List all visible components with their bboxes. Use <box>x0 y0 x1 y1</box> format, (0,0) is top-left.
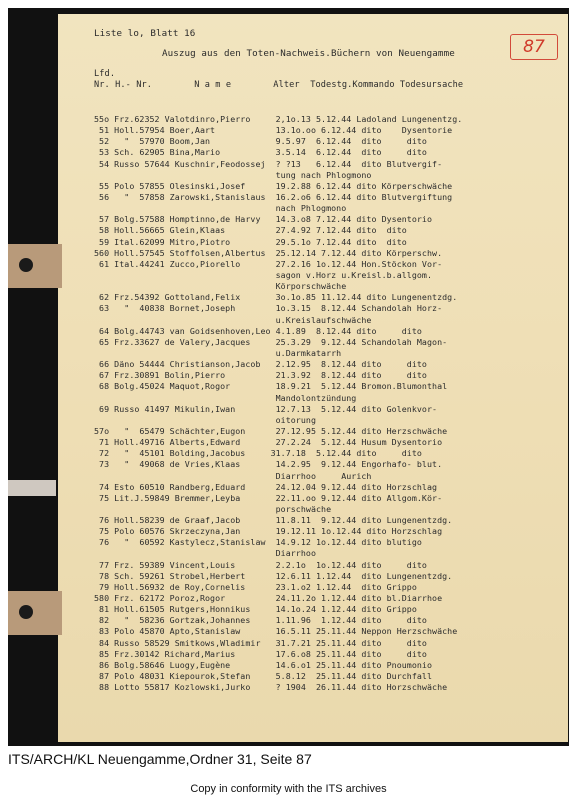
register-line: 68 Bolg.45024 Maquot,Rogor 18.9.21 5.12.44 Bromon.Blumonthal <box>94 381 448 392</box>
register-line: 72 " 45101 Bolding,Jacobus 31.7.18 5.12.44 dito dito <box>94 448 422 459</box>
register-line: 65 Frz.33627 de Valery,Jacques 25.3.29 9.12.44 Schandolah Magon- <box>94 336 448 347</box>
register-line: 76 " 60592 Kastylecz,Stanislaw 14.9.12 1o.12.44 dito blutigo <box>94 537 422 548</box>
register-line: 82 " 58236 Gortzak,Johannes 1.11.96 1.12.44 dito dito <box>94 615 427 626</box>
register-line: 71 Holl.49716 Alberts,Edward 27.2.24 5.12.44 Husum Dysentorio <box>94 437 443 448</box>
register-line: 51 Holl.57954 Boer,Aart 13.1o.oo 6.12.44 dito Dysentorie <box>94 125 453 136</box>
register-line: 560 Holl.57545 Stoffolsen,Albertus 25.12.14 7.12.44 dito Körperschw. <box>94 247 443 258</box>
register-line: porschwäche <box>94 503 332 514</box>
sheet-label: Liste lo, Blatt 16 <box>94 28 196 39</box>
register-line: 53 Sch. 62905 Bina,Mario 3.5.14 6.12.44 dito dito <box>94 147 427 158</box>
register-line: 56 " 57858 Zarowski,Stanislaus 16.2.o6 6.12.44 dito Blutvergiftung <box>94 191 453 202</box>
register-line: u.Darmkatarrh <box>94 347 342 358</box>
register-line: sagon v.Horz u.Kreisl.b.allgom. <box>94 269 433 280</box>
register-line: 86 Bolg.58646 Luogy,Eugène 14.6.o1 25.11.44 dito Pnoumonio <box>94 659 433 670</box>
register-line: 64 Bolg.44743 van Goidsenhoven,Leo 4.1.89 8.12.44 dito dito <box>94 325 422 336</box>
register-line: u.Kreislaufschwäche <box>94 314 372 325</box>
document-page <box>58 14 568 742</box>
register-line: 88 Lotto 55817 Kozlowski,Jurko ? 1904 26.11.44 dito Horzschwäche <box>94 682 448 693</box>
register-line: Mandolontzündung <box>94 392 357 403</box>
binder-tab-lower <box>8 591 62 635</box>
register-line: 78 Sch. 59261 Strobel,Herbert 12.6.11 1.12.44 dito Lungenentzdg. <box>94 570 453 581</box>
register-line: 62 Frz.54392 Gottoland,Felix 3o.1o.85 11.12.44 dito Lungenentzdg. <box>94 292 458 303</box>
register-line: 54 Russo 57644 Kuschnir,Feodossej ? ?13 6.12.44 dito Blutvergif- <box>94 158 443 169</box>
register-line: tung nach Phlogmono <box>94 169 372 180</box>
register-line: 580 Frz. 62172 Poroz,Rogor 24.11.2o 1.12.44 dito bl.Diarrhoe <box>94 593 443 604</box>
register-line: 77 Frz. 59389 Vincent,Louis 2.2.1o 1o.12.44 dito dito <box>94 559 427 570</box>
register-line: 58 Holl.56665 Glein,Klaas 27.4.92 7.12.44 dito dito <box>94 225 407 236</box>
register-line: 83 Polo 45870 Apto,Stanislaw 16.5.11 25.11.44 Neppon Herzschwäche <box>94 626 458 637</box>
register-line: 84 Russo 58529 Smitkows,Wladimir 31.7.21 25.11.44 dito dito <box>94 637 427 648</box>
register-line: 57 Bolg.57588 Homptinno,de Harvy 14.3.o8 7.12.44 dito Dysentorio <box>94 214 433 225</box>
register-line: 74 Esto 60510 Randberg,Eduard 24.12.04 9.12.44 dito Horzschlag <box>94 481 438 492</box>
register-line: 67 Frz.30891 Bolin,Pierro 21.3.92 8.12.44 dito dito <box>94 370 427 381</box>
register-line: 73 " 49068 de Vries,Klaas 14.2.95 9.12.44 Engorhafo- blut. <box>94 459 443 470</box>
register-line: 87 Polo 48031 Kiepourok,Stefan 5.8.12 25.11.44 dito Durchfall <box>94 671 433 682</box>
register-line: 75 Lit.J.59849 Bremmer,Leyba 22.11.oo 9.12.44 dito Allgom.Kör- <box>94 492 443 503</box>
register-line: 61 Ital.44241 Zucco,Piorello 27.2.16 1o.12.44 Hon.Stöckon Vor- <box>94 258 443 269</box>
register-line: 66 Däno 54444 Christianson,Jacob 2.12.95 8.12.44 dito dito <box>94 359 427 370</box>
register-line: oitorung <box>94 414 316 425</box>
conformity-note: Copy in conformity with the ITS archives <box>190 783 387 795</box>
register-line: 57o " 65479 Schächter,Eugon 27.12.95 5.12.44 dito Herzschwäche <box>94 425 448 436</box>
register-line: 81 Holl.61505 Rutgers,Honnikus 14.1o.24 1.12.44 dito Grippo <box>94 604 417 615</box>
binder-tab-upper <box>8 244 62 288</box>
register-line: 63 " 40838 Bornet,Joseph 1o.3.15 8.12.44 Schandolah Horz- <box>94 303 443 314</box>
register-line: Körporschwäche <box>94 281 347 292</box>
archive-reference: ITS/ARCH/KL Neuengamme,Ordner 31, Seite 87 <box>8 751 312 767</box>
register-line: 69 Russo 41497 Mikulin,Iwan 12.7.13 5.12.44 dito Golenkvor- <box>94 403 438 414</box>
register-line: 76 Holl.58239 de Graaf,Jacob 11.8.11 9.12.44 dito Lungenentzdg. <box>94 515 453 526</box>
register-line: 55o Frz.62352 Valotdinro,Pierro 2,1o.13 5.12.44 Ladoland Lungenentzg. <box>94 114 463 124</box>
register-line: nach Phlogmono <box>94 203 347 214</box>
punch-hole-icon <box>19 258 33 272</box>
register-line: Diarrhoo Aurich <box>94 470 372 481</box>
register-line: 59 Ital.62099 Mitro,Piotro 29.5.1o 7.12.44 dito dito <box>94 236 407 247</box>
scan-frame <box>8 8 569 746</box>
register-line: 52 " 57970 Boom,Jan 9.5.97 6.12.44 dito dito <box>94 136 427 147</box>
page-number-stamp: 87 <box>510 34 558 60</box>
register-line: 79 Holl.56932 de Roy,Cornelis 23.1.o2 1.12.44 dito Grippo <box>94 581 417 592</box>
punch-hole-icon <box>19 605 33 619</box>
register-line: 55 Polo 57855 Olesinski,Josef 19.2.88 6.12.44 dito Körperschwäche <box>94 180 453 191</box>
register-line: 75 Polo 60576 Skrzeczyna,Jan 19.12.11 1o.12.44 dito Horzschlag <box>94 526 443 537</box>
column-header-1: Lfd. <box>94 69 116 79</box>
register-entries <box>94 114 564 693</box>
binder-clip <box>8 480 56 496</box>
column-header-2: Nr. H.- Nr. N a m e Alter Todestg.Kommando Todesursache <box>94 80 464 90</box>
document-heading: Auszug aus den Toten-Nachweis.Büchern von Neuengamme <box>162 48 455 59</box>
register-line: Diarrhoo <box>94 548 316 559</box>
register-line: 85 Frz.30142 Richard,Marius 17.6.o8 25.11.44 dito dito <box>94 648 427 659</box>
